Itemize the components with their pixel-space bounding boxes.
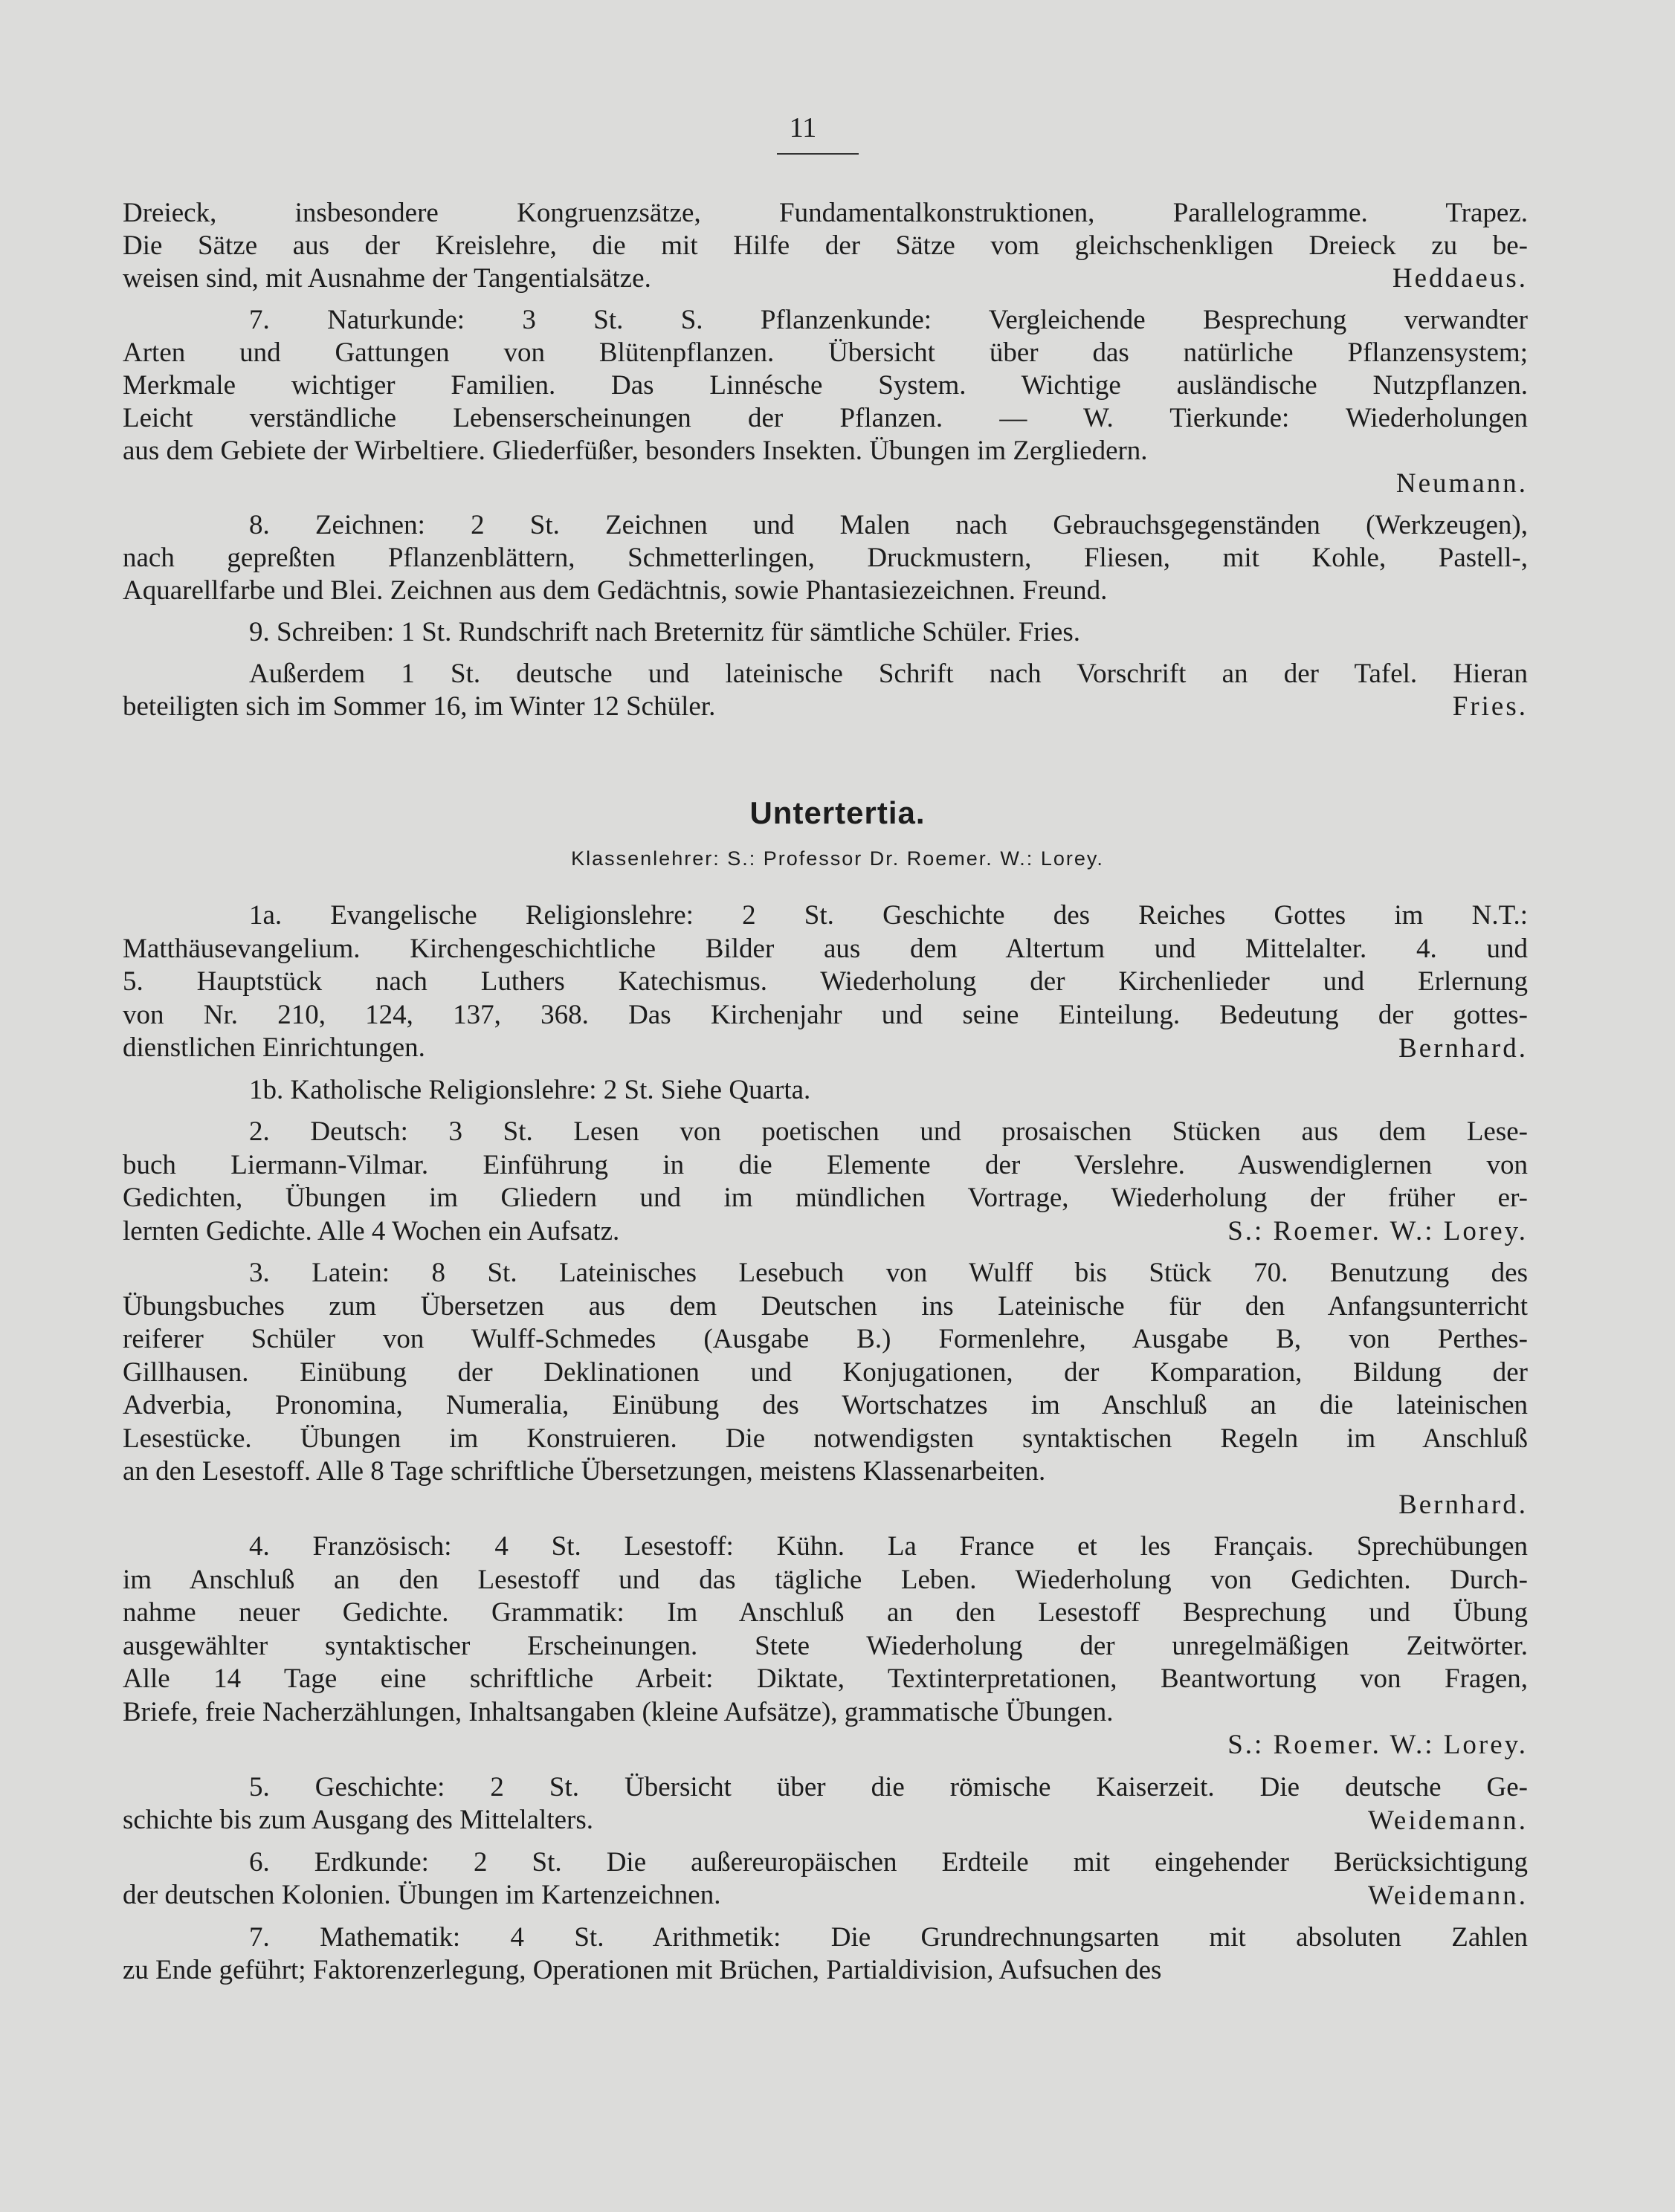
teacher-name: Fries.: [1452, 691, 1528, 722]
text-line: 7. Mathematik: 4 St. Arithmetik: Die Grundrechnungsarten mit absoluten Zahlen: [249, 1921, 1528, 1953]
text-line: Außerdem 1 St. deutsche und lateinische Schrift nach Vorschrift an der Tafel. Hieran: [249, 659, 1528, 689]
text-line: Die Sätze aus der Kreislehre, die mit Hilfe der Sätze vom gleichschenkligen Dreieck zu be-: [123, 230, 1528, 261]
text-line: Alle 14 Tage eine schriftliche Arbeit: Diktate, Textinterpretationen, Beantwortung von Fragen,: [123, 1663, 1528, 1694]
teacher-name: Bernhard.: [1398, 1032, 1528, 1064]
text-line: Dreieck, insbesondere Kongruenzsätze, Fundamentalkonstruktionen, Parallelogramme. Trapez.: [123, 198, 1528, 228]
text-line: 5. Geschichte: 2 St. Übersicht über die römische Kaiserzeit. Die deutsche Ge-: [249, 1771, 1528, 1802]
text-line: Gillhausen. Einübung der Deklinationen und Konjugationen, der Komparation, Bildung der: [123, 1356, 1528, 1388]
text-line: 3. Latein: 8 St. Lateinisches Lesebuch von Wulff bis Stück 70. Benutzung des: [249, 1258, 1528, 1288]
text-line: 5. Hauptstück nach Luthers Katechismus. Wiederholung der Kirchenlieder und Erlernung: [123, 966, 1528, 997]
paragraph: [123, 509, 1528, 607]
text-line: Merkmale wichtiger Familien. Das Linnésche System. Wichtige ausländische Nutzpflanzen.: [123, 370, 1528, 401]
text-line: Leicht verständliche Lebenserscheinungen der Pflanzen. — W. Tierkunde: Wiederholungen: [123, 403, 1528, 433]
text-line: dienstlichen Einrichtungen.: [123, 1032, 425, 1063]
top-section: [123, 197, 1528, 732]
text-line: der deutschen Kolonien. Übungen im Kartenzeichnen.: [123, 1880, 721, 1910]
text-line: im Anschluß an den Lesestoff und das tägliche Leben. Wiederholung von Gedichten. Durch-: [123, 1564, 1528, 1595]
teacher-name: Weidemann.: [1367, 1805, 1528, 1836]
paragraph: [123, 304, 1528, 500]
text-line: zu Ende geführt; Faktorenzerlegung, Operationen mit Brüchen, Partialdivision, Aufsuchen des: [123, 1955, 1162, 1985]
text-line: Gedichten, Übungen im Gliedern und im mündlichen Vortrage, Wiederholung der früher er-: [123, 1183, 1528, 1213]
paragraph: [123, 1771, 1528, 1837]
text-line: 8. Zeichnen: 2 St. Zeichnen und Malen nach Gebrauchsgegenständen (Werkzeugen),: [249, 510, 1528, 540]
text-line: an den Lesestoff. Alle 8 Tage schriftliche Übersetzungen, meistens Klassenarbeiten.: [123, 1456, 1046, 1487]
paragraph: [123, 616, 1528, 649]
paragraph: [123, 1257, 1528, 1521]
teacher-name: Heddaeus.: [1392, 263, 1528, 294]
text-line: Lesestücke. Übungen im Konstruieren. Die notwendigsten syntaktischen Regeln im Anschluß: [123, 1423, 1528, 1454]
text-line: lernten Gedichte. Alle 4 Wochen ein Aufsatz.: [123, 1215, 620, 1246]
section-heading: Untertertia.: [749, 795, 926, 830]
paragraph: [123, 1530, 1528, 1762]
paragraph: [123, 1921, 1528, 1988]
text-line: 9. Schreiben: 1 St. Rundschrift nach Breternitz für sämtliche Schüler. Fries.: [249, 617, 1080, 647]
text-line: reiferer Schüler von Wulff-Schmedes (Ausgabe B.) Formenlehre, Ausgabe B, von Perthes-: [123, 1324, 1528, 1354]
text-line: Adverbia, Pronomina, Numeralia, Einübung des Wortschatzes im Anschluß an die lateinischen: [123, 1390, 1528, 1420]
text-line: 2. Deutsch: 3 St. Lesen von poetischen und prosaischen Stücken aus dem Lese-: [249, 1116, 1528, 1147]
teacher-name: S.: Roemer. W.: Lorey.: [1227, 1730, 1528, 1760]
text-line: 1b. Katholische Religionslehre: 2 St. Siehe Quarta.: [249, 1074, 811, 1105]
text-line: Matthäusevangelium. Kirchengeschichtliche Bilder aus dem Altertum und Mittelalter. 4. und: [123, 933, 1528, 964]
text-line: 1a. Evangelische Religionslehre: 2 St. Geschichte des Reiches Gottes im N.T.:: [249, 900, 1528, 931]
class-teacher-line: Klassenlehrer: S.: Professor Dr. Roemer. W.: Lorey.: [571, 847, 1104, 870]
text-line: nach gepreßten Pflanzenblättern, Schmetterlingen, Druckmustern, Fliesen, mit Kohle, Pastell-,: [123, 543, 1528, 573]
text-line: 6. Erdkunde: 2 St. Die außereuropäischen Erdteile mit eingehender Berücksichtigung: [249, 1846, 1528, 1878]
teacher-name: S.: Roemer. W.: Lorey.: [1227, 1216, 1528, 1246]
untertertia-section: [123, 899, 1528, 1996]
text-line: 4. Französisch: 4 St. Lesestoff: Kühn. La France et les Français. Sprechübungen: [249, 1531, 1528, 1562]
text-line: von Nr. 210, 124, 137, 368. Das Kirchenjahr und seine Einteilung. Bedeutung der gottes-: [123, 999, 1528, 1030]
text-line: schichte bis zum Ausgang des Mittelalters.: [123, 1805, 593, 1835]
paragraph: [123, 197, 1528, 295]
teacher-name: Weidemann.: [1367, 1880, 1528, 1911]
page-number-rule: [777, 153, 859, 155]
teacher-name: Neumann.: [1395, 468, 1528, 499]
paragraph: [123, 899, 1528, 1065]
text-line: Aquarellfarbe und Blei. Zeichnen aus dem Gedächtnis, sowie Phantasiezeichnen. Freund.: [123, 575, 1108, 606]
paragraph: [123, 658, 1528, 723]
page-number: 11: [789, 112, 817, 143]
text-line: Übungsbuches zum Übersetzen aus dem Deutschen ins Lateinische für den Anfangsunterricht: [123, 1290, 1528, 1322]
text-line: ausgewählter syntaktischer Erscheinungen. Stete Wiederholung der unregelmäßigen Zeitwörter.: [123, 1630, 1528, 1661]
text-line: weisen sind, mit Ausnahme der Tangentialsätze.: [123, 263, 651, 294]
text-line: Arten und Gattungen von Blütenpflanzen. Übersicht über das natürliche Pflanzensystem;: [123, 337, 1528, 368]
paragraph: [123, 1074, 1528, 1107]
teacher-name: Bernhard.: [1398, 1489, 1528, 1520]
text-line: aus dem Gebiete der Wirbeltiere. Gliederfüßer, besonders Insekten. Übungen im Zergliedern.: [123, 436, 1148, 466]
text-line: Briefe, freie Nacherzählungen, Inhaltsangaben (kleine Aufsätze), grammatische Übungen.: [123, 1696, 1114, 1727]
text-line: beteiligten sich im Sommer 16, im Winter 12 Schüler.: [123, 691, 716, 722]
text-line: 7. Naturkunde: 3 St. S. Pflanzenkunde: Vergleichende Besprechung verwandter: [249, 305, 1528, 335]
text-line: buch Liermann-Vilmar. Einführung in die Elemente der Verslehre. Auswendiglernen von: [123, 1149, 1528, 1180]
text-line: nahme neuer Gedichte. Grammatik: Im Anschluß an den Lesestoff Besprechung und Übung: [123, 1597, 1528, 1628]
paragraph: [123, 1116, 1528, 1248]
paragraph: [123, 1846, 1528, 1912]
